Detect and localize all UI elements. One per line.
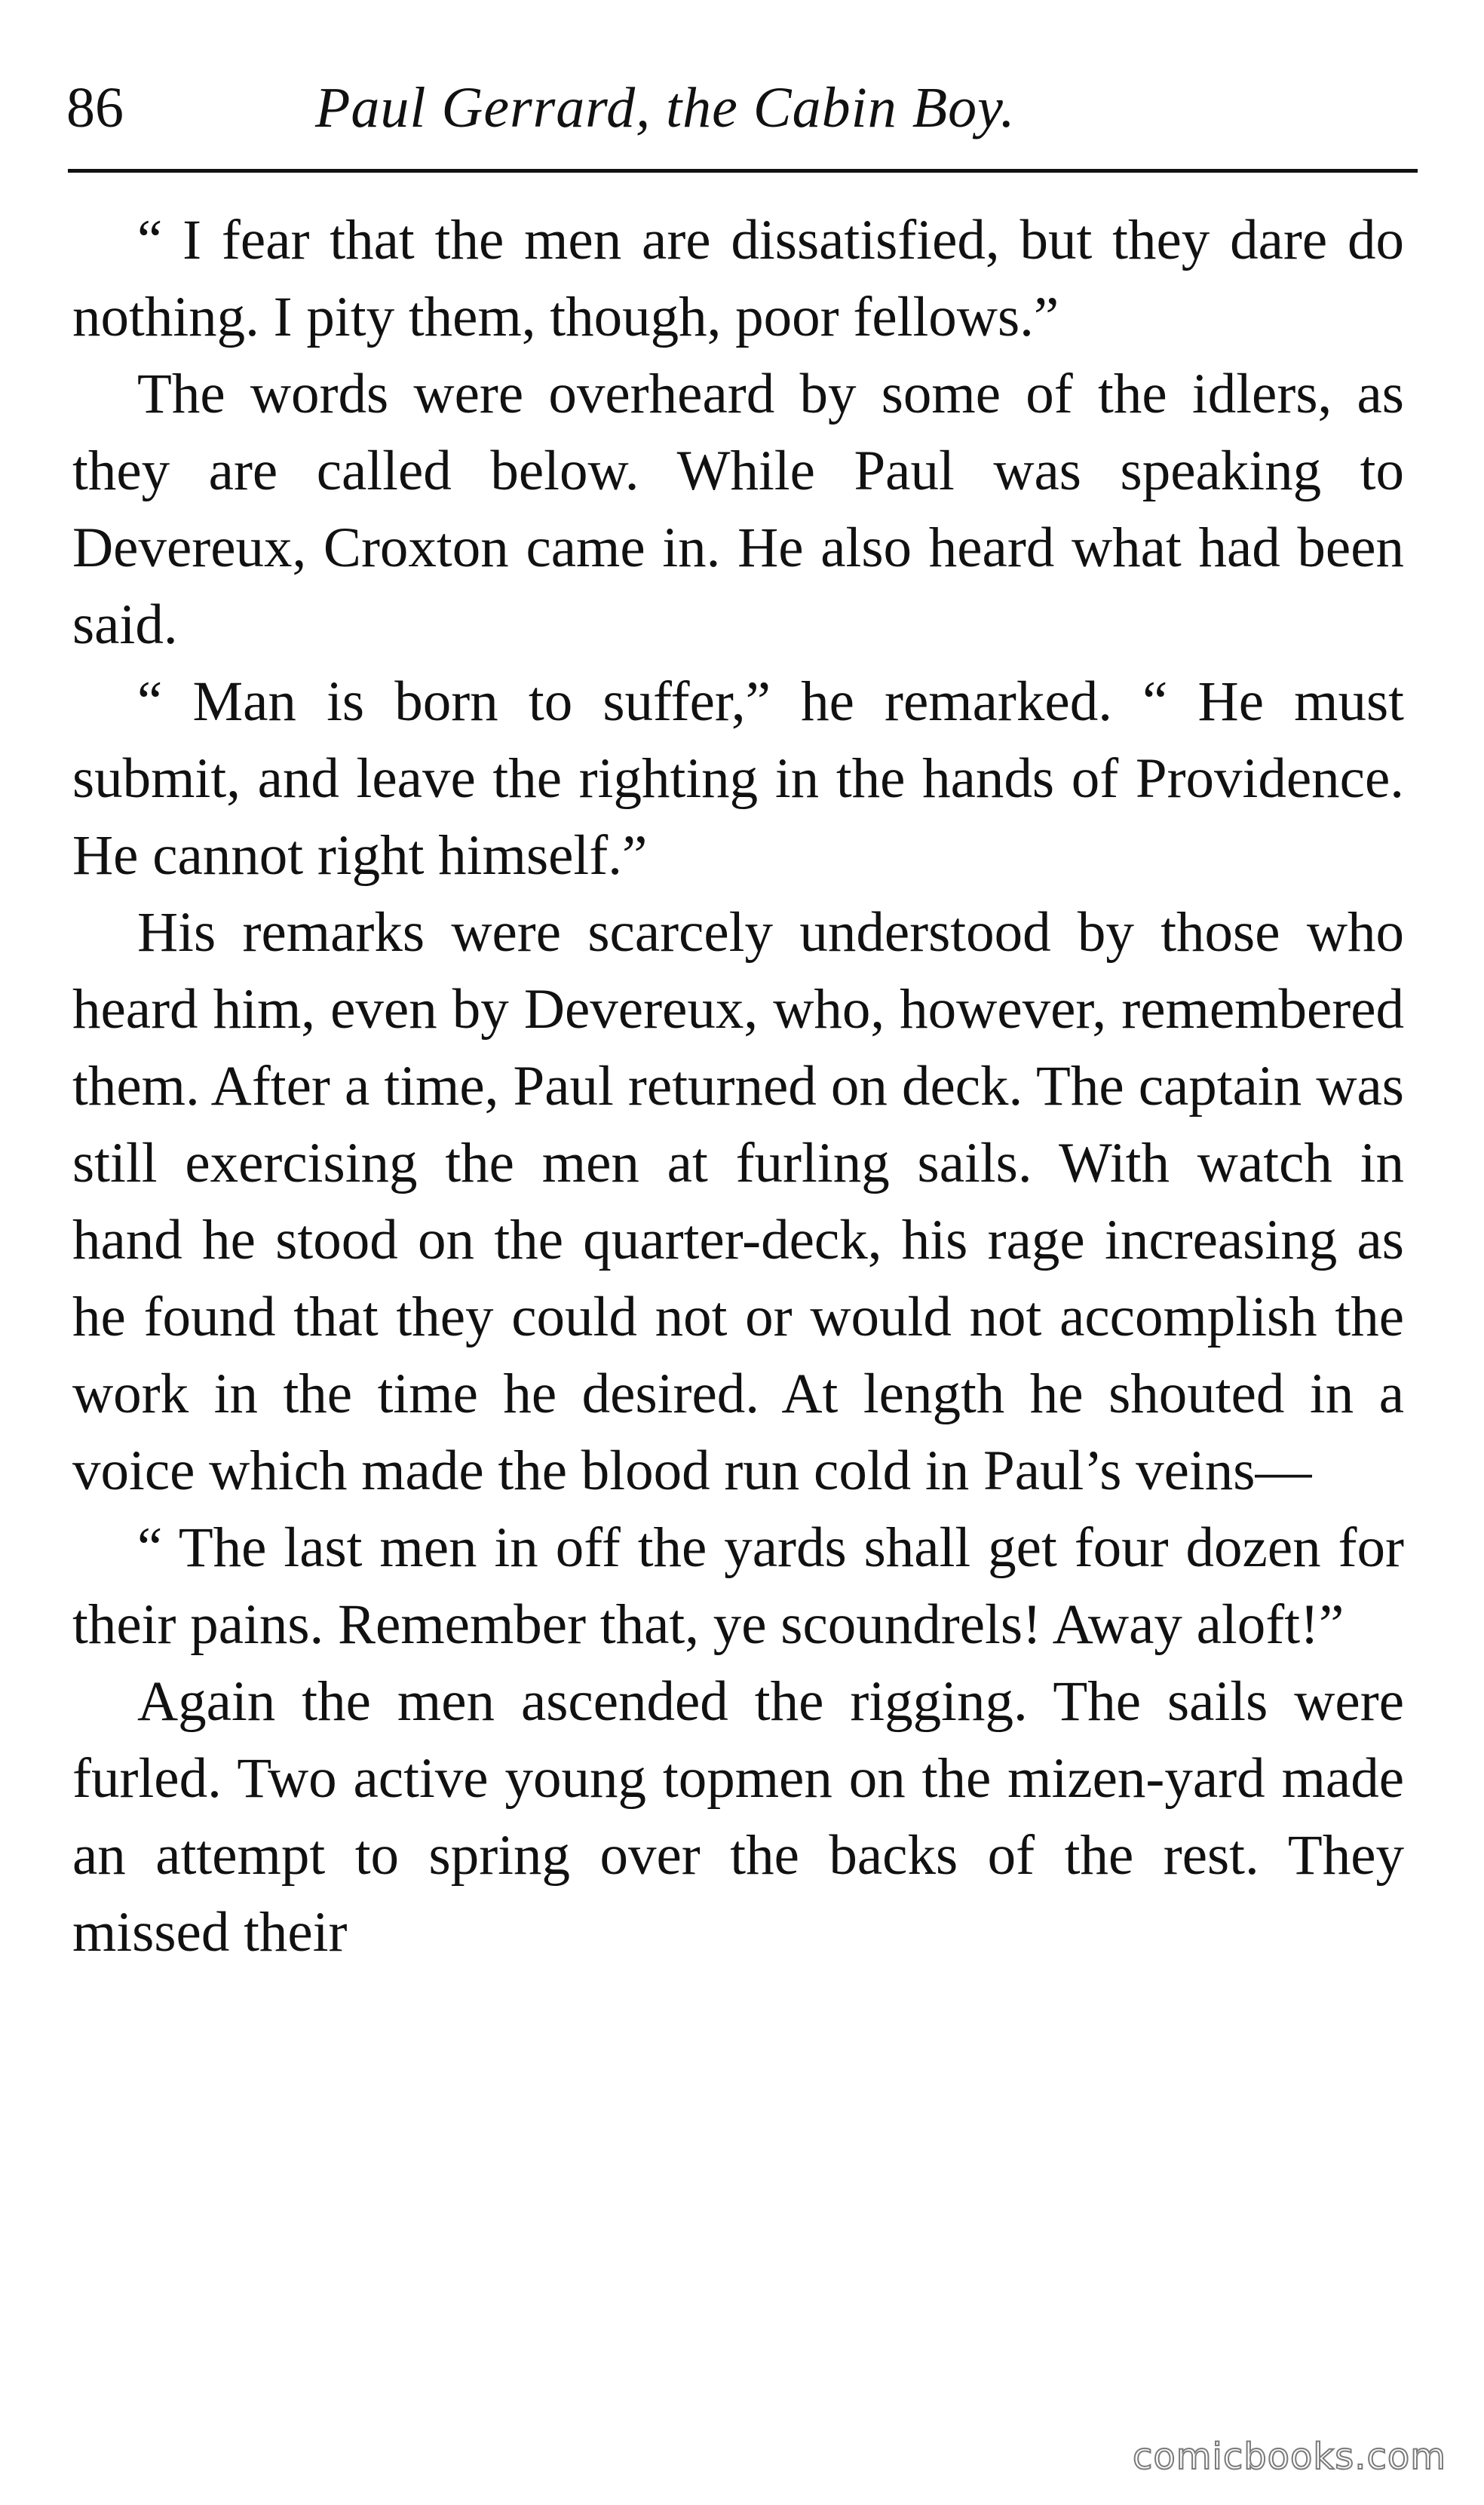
header-rule bbox=[68, 169, 1418, 173]
body-text bbox=[72, 202, 1404, 1971]
watermark: comicbooks.com bbox=[1132, 2436, 1446, 2478]
paragraph: “ The last men in off the yards shall get four dozen for their pains. Remember that, ye scoundrels! Away aloft!” bbox=[72, 1516, 1404, 1656]
paragraph: The words were overheard by some of the idlers, as they are called below. While Paul was speaking to Devereux, Croxton came in. He also heard what had been said. bbox=[72, 363, 1404, 656]
page-header bbox=[66, 66, 1416, 149]
paragraph: “ I fear that the men are dissatisfied, but they dare do nothing. I pity them, though, poor fellows.” bbox=[72, 209, 1404, 348]
paragraph: Again the men ascended the rigging. The sails were furled. Two active young topmen on the mizen-yard made an attempt to spring over the backs of the rest. They missed their bbox=[72, 1670, 1404, 1964]
page-number: 86 bbox=[66, 76, 124, 140]
paragraph: His remarks were scarcely understood by those who heard him, even by Devereux, who, however, remembered them. After a time, Paul returned on deck. The captain was still exercising the men at furling sails. With watch in hand he stood on the quarter-deck, his rage increasing as he found that they could not or would not accomplish the work in the time he desired. At length he shouted in a voice which made the blood run cold in Paul’s veins— bbox=[72, 901, 1404, 1502]
running-title: Paul Gerrard, the Cabin Boy. bbox=[315, 76, 1016, 140]
paragraph: “ Man is born to suffer,” he remarked. “ He must submit, and leave the righting in the hands of Providence. He cannot right himself.” bbox=[72, 670, 1404, 887]
